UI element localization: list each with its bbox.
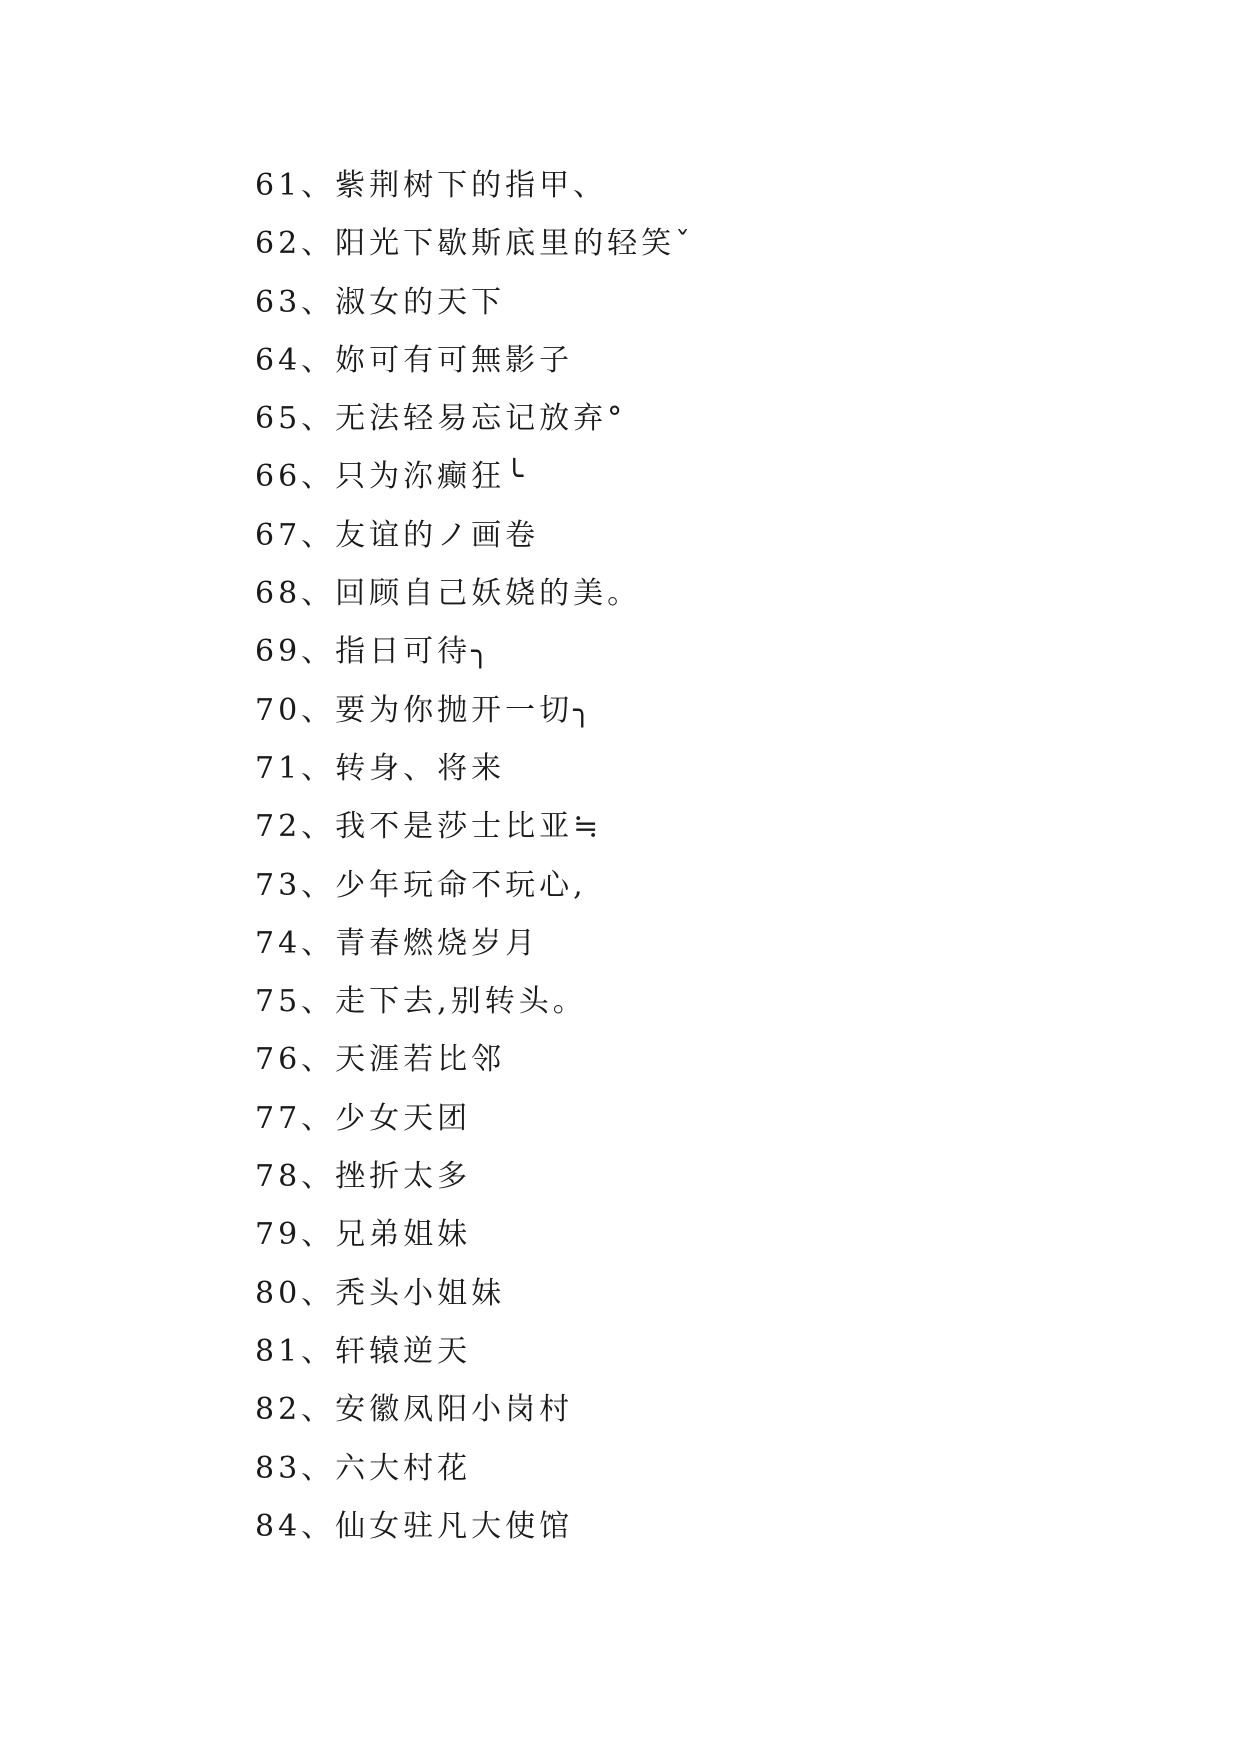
list-item: 61、紫荆树下的指甲、 [255,168,608,203]
list-item: 81、轩辕逆天 [255,1333,472,1369]
list-item: 74、青春燃烧岁月 [255,925,540,961]
list-item: 62、阳光下歇斯底里的轻笑ˇ [255,226,695,262]
list-item: 80、秃头小姐妹 [255,1275,506,1311]
list-item: 82、安徽凤阳小岗村 [255,1392,574,1428]
list-item: 84、仙女驻凡大使馆 [255,1508,574,1544]
list-item: 83、六大村花 [255,1450,472,1486]
name-list [255,157,694,1556]
list-item: 71、转身、将来 [255,750,506,786]
list-item: 73、少年玩命不玩心, [255,867,587,903]
list-item: 72、我不是莎士比亚≒ [255,809,603,845]
list-item: 65、无法轻易忘记放弃° [255,401,627,437]
list-item: 66、只为沵癫狂╰ [255,459,528,495]
list-item: 67、友谊的ノ画卷 [255,517,540,553]
list-item: 70、要为你抛开一切╮ [255,692,596,728]
list-item: 79、兄弟姐妹 [255,1217,472,1253]
list-item: 76、天涯若比邻 [255,1042,506,1078]
list-item: 78、挫折太多 [255,1159,472,1195]
list-item: 63、淑女的天下 [255,284,506,320]
list-item: 69、指日可待╮ [255,634,494,670]
list-item: 68、回顾自己妖娆的美。 [255,576,642,612]
list-item: 64、妳可有可無影子 [255,342,574,378]
list-item: 77、少女天团 [255,1100,472,1136]
list-item: 75、走下去,别转头。 [255,984,587,1020]
